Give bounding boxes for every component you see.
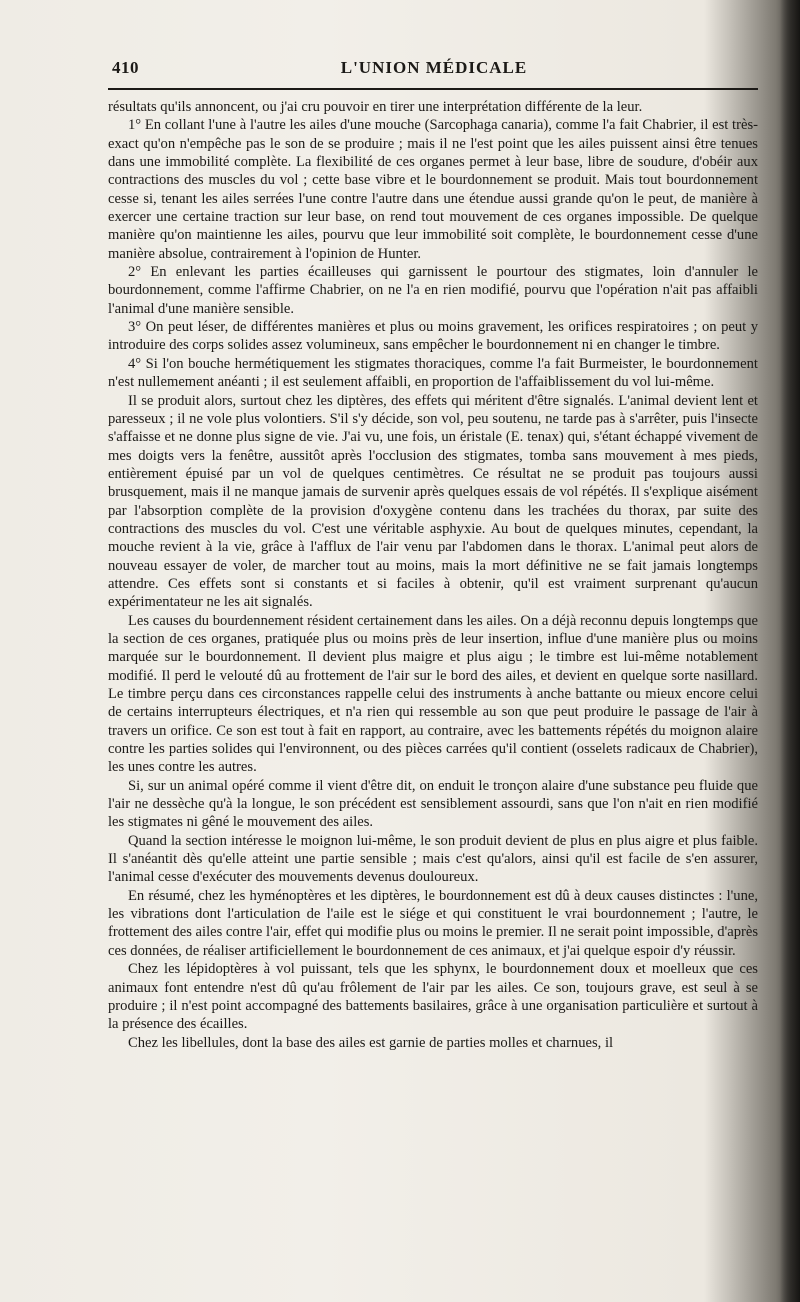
paragraph: Chez les lépidoptères à vol puissant, tels que les sphynx, le bourdonnement doux et moelleux que ces animaux font entendre n'est dû qu'au frôlement de l'air par les ailes. Ce son, toujours grave, est seul à se produire ; il n'est point accompagné des battements basilaires, grâce à une organisation particulière et surtout à la présence des écailles. bbox=[108, 961, 758, 1033]
paragraph: Chez les libellules, dont la base des ailes est garnie de parties molles et charnues, il bbox=[128, 1034, 614, 1051]
paragraph: Les causes du bourdennement résident certainement dans les ailes. On a déjà reconnu depuis longtemps que la section de ces organes, pratiquée plus ou moins près de leur insertion, influe d'une manière plus ou moins marquée sur le bourdonnement. Il devient plus maigre et plus aigu ; le timbre est lui-même notablement modifié. Il perd le velouté dû au frottement de l'air sur le bord des ailes, et devient en quelque sorte nasillard. Le timbre perçu dans ces circonstances rappelle celui des instruments à anche battante ou mieux encore celui de certains interrupteurs électriques, et n'a rien qui ressemble au son que peut produire le passage de l'air à travers un orifice. Ce son est tout à fait en rapport, au contraire, avec les battements répétés du moignon alaire contre les parties solides qui l'environnent, ou des pièces carrées qu'il contient (osselets radicaux de Chabrier), les unes contre les autres. bbox=[108, 612, 758, 776]
paragraph: 2° En enlevant les parties écailleuses qui garnissent le pourtour des stigmates, loin d'annuler le bourdonnement, comme l'affirme Chabrier, on ne l'a en rien modifié, pourvu que l'opération n'ait pas affaibli l'animal d'une manière sensible. bbox=[108, 264, 758, 317]
paragraph: résultats qu'ils annoncent, ou j'ai cru pouvoir en tirer une interprétation différente de la leur. bbox=[108, 99, 643, 115]
paragraph: 1° En collant l'une à l'autre les ailes d'une mouche (Sarcophaga canaria), comme l'a fait Chabrier, il est très-exact qu'on n'empêche pas le son de se produire ; mais il ne l'est point que les ailes puissent ainsi être tenues dans une immobilité complète. La flexibilité de ces organes permet à leur base, libre de soudure, d'obéir aux contractions des muscles du vol ; cette base vibre et le bourdonnement se produit. Mais tout bourdonnement cesse si, tenant les ailes serrées l'une contre l'autre dans une étendue aussi grande qu'on le peut, de manière à exercer une certaine traction sur leur base, on rend tout mouvement de ces organes impossible. De quelque manière qu'on maintienne les ailes, pourvu que leur immobilité soit complète, le bourdonnement cesse d'une manière absolue, contrairement à l'opinion de Hunter. bbox=[108, 117, 758, 262]
page-number: 410 bbox=[112, 58, 139, 77]
paragraph: En résumé, chez les hyménoptères et les diptères, le bourdonnement est dû à deux causes distinctes : l'une, les vibrations dont l'articulation de l'aile est le siége et qui constituent le vrai bourdonnement ; l'autre, le frottement des ailes contre l'air, effet qui modifie plus ou moins le premier. Il ne serait point impossible, d'après ces données, de réaliser artificiellement le bourdonnement de ces animaux, et j'ai quelque espoir d'y réussir. bbox=[108, 887, 759, 959]
paragraph: 3° On peut léser, de différentes manières et plus ou moins gravement, les orifices respiratoires ; on peut y introduire des corps solides assez volumineux, sans empêcher le bourdonnement ni en changer le timbre. bbox=[108, 319, 758, 354]
running-title: L'UNION MÉDICALE bbox=[340, 58, 528, 77]
page-header bbox=[112, 56, 756, 86]
paragraph: 4° Si l'on bouche hermétiquement les stigmates thoraciques, comme l'a fait Burmeister, le bourdonnement n'est nullemement anéanti ; il est seulement affaibli, en proportion de l'affaiblissement du vol lui-même. bbox=[108, 355, 758, 391]
header-rule bbox=[108, 88, 758, 90]
paragraph: Il se produit alors, surtout chez les diptères, des effets qui méritent d'être signalés. L'animal devient lent et paresseux ; il ne vole plus volontiers. S'il s'y décide, son vol, peu soutenu, ne tarde pas à s'arrêter, puis l'insecte s'affaisse et ne donne plus signe de vie. J'ai vu, une fois, un éristale (E. tenax) qui, s'étant échappé vivement de mes doigts vers la fenêtre, aussitôt après l'occlusion des stigmates, tomba sans mouvement à mes pieds, entièrement épuisé par un vol de quelques centimètres. Ce résultat ne se produit pas toujours aussi brusquement, mais il ne manque jamais de survenir après quelques essais de vol répétés. Il s'explique aisément par l'absorption complète de la provision d'oxygène contenu dans les trachées du thorax, par suite des contractions des muscles du vol. C'est une véritable asphyxie. Au bout de quelques minutes, cependant, la mouche revient à la vie, grâce à l'afflux de l'air venu par l'abdomen dans le thorax. L'animal peut alors de nouveau essayer de voler, de marcher tout au moins, mais la mort définitive ne se fait jamais longtemps attendre. Ces effets sont si constants et si faciles à obtenir, qu'il est vraiment surprenant qu'aucun expérimentateur ne les ait signalés. bbox=[108, 392, 758, 611]
paragraph: Si, sur un animal opéré comme il vient d'être dit, on enduit le tronçon alaire d'une substance peu fluide que l'air ne dessèche qu'à la longue, le son précédent est sensiblement assourdi, sans que l'on n'ait en rien modifié les stigmates ni gêné le mouvement des ailes. bbox=[108, 777, 758, 831]
body-text bbox=[108, 98, 758, 1052]
paragraph: Quand la section intéresse le moignon lui-même, le son produit devient de plus en plus aigre et plus faible. Il s'anéantit dès qu'elle atteint une partie sensible ; mais c'est qu'alors, ainsi qu'il est facile de s'en assurer, l'animal cesse d'exécuter des mouvements devenus douloureux. bbox=[108, 832, 758, 886]
page-binding-shadow bbox=[780, 0, 800, 1302]
